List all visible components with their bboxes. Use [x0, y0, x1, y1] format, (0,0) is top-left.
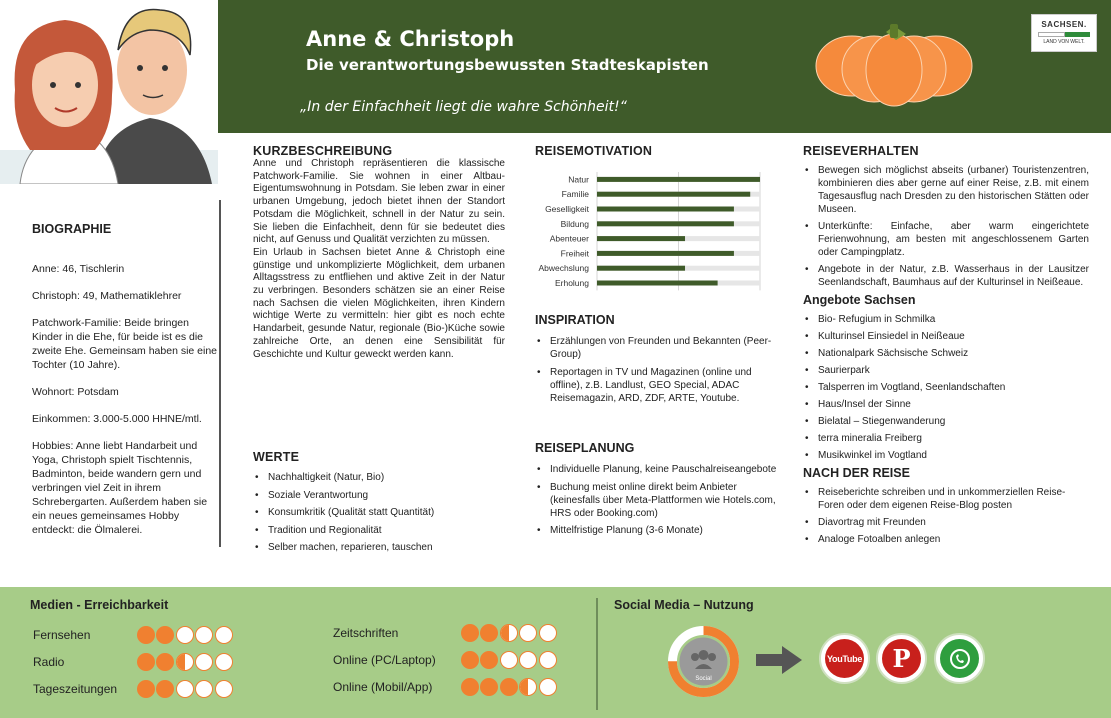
- social-media-title: Social Media – Nutzung: [614, 598, 754, 612]
- medien-title: Medien - Erreichbarkeit: [30, 598, 169, 612]
- rating-dot: [519, 651, 537, 669]
- rating-dot: [480, 678, 498, 696]
- kurzbeschreibung-section: [253, 144, 505, 361]
- rating-dot: [215, 680, 233, 698]
- list-item: • terra mineralia Freiberg: [803, 432, 1089, 445]
- nach-der-reise-title: NACH DER REISE: [803, 466, 910, 480]
- rating-dot: [461, 624, 479, 642]
- list-item: • Individuelle Planung, keine Pauschalreiseangebote: [535, 463, 780, 476]
- nach-der-reise-list: [803, 486, 1089, 546]
- inspiration-list: [535, 335, 780, 405]
- svg-text:Social: Social: [695, 676, 712, 682]
- arrow-right-icon: [756, 644, 804, 681]
- persona-subtitle: Die verantwortungsbewussten Stadteskapisten: [306, 56, 709, 74]
- medien-label: Online (Mobil/App): [333, 680, 433, 694]
- rating-dots: [461, 624, 558, 642]
- persona-portrait: [0, 0, 218, 184]
- pinterest-letter: P: [892, 644, 911, 673]
- list-item: • Buchung meist online direkt beim Anbieter (keinesfalls über Meta-Plattformen wie Hotels.com, HRS oder Booking.com): [535, 481, 780, 520]
- rating-dot: [461, 678, 479, 696]
- list-item: • Konsumkritik (Qualität statt Quantität): [253, 506, 505, 519]
- chart-bar: [597, 192, 750, 197]
- persona-name: Anne & Christoph: [306, 27, 515, 51]
- reisemotivation-chart: [515, 168, 775, 293]
- list-item: • Kulturinsel Einsiedel in Neißeaue: [803, 330, 1089, 343]
- rating-dot: [500, 651, 518, 669]
- rating-dot: [519, 678, 537, 696]
- reiseverhalten-section: [803, 144, 1089, 550]
- rating-dot: [156, 626, 174, 644]
- werte-title: WERTE: [253, 450, 300, 464]
- list-item: • Analoge Fotoalben anlegen: [803, 533, 1089, 546]
- chart-category-label: Abwechslung: [538, 263, 589, 274]
- chart-category-label: Geselligkeit: [545, 204, 589, 214]
- list-item: • Soziale Verantwortung: [253, 489, 505, 502]
- rating-dot: [539, 651, 557, 669]
- social-usage-donut: [667, 625, 740, 698]
- chart-bar: [597, 251, 734, 256]
- list-item: • Tradition und Regionalität: [253, 524, 505, 537]
- list-item: • Musikwinkel im Vogtland: [803, 449, 1089, 462]
- rating-dot: [137, 680, 155, 698]
- youtube-text: YouTube: [826, 653, 863, 664]
- chart-category-label: Abenteuer: [549, 233, 589, 244]
- rating-dot: [480, 651, 498, 669]
- angebote-list: [803, 313, 1089, 462]
- rating-dot: [156, 680, 174, 698]
- whatsapp-icon[interactable]: [934, 633, 985, 684]
- rating-dot: [215, 626, 233, 644]
- list-item: • Bielatal – Stiegenwanderung: [803, 415, 1089, 428]
- werte-section: [253, 450, 505, 559]
- list-item: • Mittelfristige Planung (3-6 Monate): [535, 524, 780, 537]
- chart-bar: [597, 236, 685, 241]
- medien-label: Tageszeitungen: [33, 682, 118, 696]
- bio-christoph: Christoph: 49, Mathematiklehrer: [32, 290, 182, 302]
- medien-label: Radio: [33, 655, 65, 669]
- rating-dot: [195, 653, 213, 671]
- rating-dot: [215, 653, 233, 671]
- rating-dot: [500, 624, 518, 642]
- bio-anne: Anne: 46, Tischlerin: [32, 263, 125, 275]
- list-item: • Selber machen, reparieren, tauschen: [253, 541, 505, 554]
- rating-dot: [480, 624, 498, 642]
- bio-divider: [219, 200, 221, 547]
- reiseverhalten-list: [803, 164, 1089, 289]
- phone-glyph-icon: [949, 648, 971, 670]
- reiseplanung-title: REISEPLANUNG: [535, 441, 635, 455]
- rating-dots: [137, 626, 234, 644]
- reisemotivation-title: REISEMOTIVATION: [535, 144, 653, 158]
- sachsen-logo: SACHSEN. LAND VON WELT.: [1031, 14, 1097, 52]
- list-item: • Talsperren im Vogtland, Seenlandschaften: [803, 381, 1089, 394]
- medien-label: Zeitschriften: [333, 626, 399, 640]
- list-item: • Reportagen in TV und Magazinen (online und offline), z.B. Landlust, GEO Special, ADAC Reisemagazin, ARD, ZDF, ARTE, Youtube.: [535, 366, 780, 405]
- persona-quote: „In der Einfachheit liegt die wahre Schönheit!“: [300, 99, 627, 115]
- bio-einkommen: Einkommen: 3.000-5.000 HHNE/mtl.: [32, 413, 202, 425]
- chart-bar: [597, 281, 718, 286]
- motivation-bar-chart: [515, 168, 775, 293]
- rating-dot: [176, 680, 194, 698]
- bio-hobbies: Hobbies: Anne liebt Handarbeit und Yoga, Christoph spielt Tischtennis, Badminton, beide wandern gern und verbringen viel Zeit in ihrem Schrebergarten. Außerdem haben sie ein neues gemeinsames Hobby entdeckt: die Ölmalerei.: [32, 440, 208, 536]
- list-item: • Diavortrag mit Freunden: [803, 516, 1089, 529]
- biographie-title: BIOGRAPHIE: [32, 222, 112, 236]
- rating-dot: [195, 680, 213, 698]
- list-item: • Unterkünfte: Einfache, aber warm eingerichtete Ferienwohnung, am besten mit angeschlossenem Garten oder Campingplatz.: [803, 220, 1089, 259]
- pumpkin-illustration: [814, 14, 974, 114]
- chart-bar: [597, 266, 685, 271]
- rating-dots: [137, 653, 234, 671]
- list-item: • Saurierpark: [803, 364, 1089, 377]
- footer-divider: [596, 598, 598, 710]
- medien-label: Online (PC/Laptop): [333, 653, 436, 667]
- rating-dot: [156, 653, 174, 671]
- chart-category-label: Natur: [568, 174, 589, 185]
- reiseplanung-section: [535, 441, 780, 542]
- angebote-title: Angebote Sachsen: [803, 293, 916, 307]
- list-item: • Haus/Insel der Sinne: [803, 398, 1089, 411]
- rating-dot: [137, 653, 155, 671]
- list-item: • Nachhaltigkeit (Natur, Bio): [253, 471, 505, 484]
- chart-category-label: Familie: [561, 189, 589, 200]
- rating-dot: [500, 678, 518, 696]
- youtube-icon[interactable]: [819, 633, 870, 684]
- rating-dots: [461, 678, 558, 696]
- chart-category-label: Freiheit: [560, 248, 589, 259]
- list-item: • Bio- Refugium in Schmilka: [803, 313, 1089, 326]
- rating-dot: [176, 653, 194, 671]
- rating-dots: [137, 680, 234, 698]
- rating-dots: [461, 651, 558, 669]
- werte-list: [253, 471, 505, 554]
- kurzbeschreibung-p1: Anne und Christoph repräsentieren die klassische Patchwork-Familie. Sie wohnen in einer Altbau-Eigentumswohnung in Potsdam. Sie leben zwar in einer urbanen Umgebung, jedoch bietet ihnen der Standort Potsdam die Möglichkeit, schnell in der Natur zu sein. Sie lieben die Einfachheit, denn für sie bedeutet dies nicht, auf Genuss und Qualität verzichten zu müssen.: [253, 158, 505, 246]
- kurzbeschreibung-p2: Ein Urlaub in Sachsen bietet Anne & Christoph eine günstige und unkomplizierte Möglichkeit, dem urbanen Alltagsstress zu entfliehen und aktive Zeit in der Natur zu verbringen. Besonders schätzen sie an einer Reise nach Sachsen die vielen Möglichkeiten, ihren Kindern wichtige Werte zu vermitteln: hier gibt es noch echte Handarbeit, gesunde Natur, regionale (Bio-)Küche sowie zahlreiche Orte, an denen eine Sensibilität für Geschichte und Kultur geweckt werden kann.: [253, 246, 505, 360]
- list-item: • Angebote in der Natur, z.B. Wasserhaus in der Lausitzer Seenlandschaft, Baumhaus auf der Kulturinsel in Neißeaue.: [803, 263, 1089, 289]
- list-item: • Erzählungen von Freunden und Bekannten (Peer-Group): [535, 335, 780, 361]
- inspiration-title: INSPIRATION: [535, 313, 615, 327]
- rating-dot: [519, 624, 537, 642]
- rating-dot: [195, 626, 213, 644]
- bio-familie: Patchwork-Familie: Beide bringen Kinder in die Ehe, für beide ist es die zweite Ehe. Gemeinsam haben sie eine Tochter (10 Jahre).: [32, 317, 218, 371]
- rating-dot: [461, 651, 479, 669]
- biographie-section: [32, 222, 220, 550]
- chart-category-label: Bildung: [560, 218, 589, 229]
- rating-dot: [539, 678, 557, 696]
- kurzbeschreibung-title: KURZBESCHREIBUNG: [253, 144, 393, 158]
- reisemotivation-section: [535, 144, 780, 158]
- bio-wohnort: Wohnort: Potsdam: [32, 386, 119, 398]
- list-item: • Reiseberichte schreiben und in unkommerziellen Reise-Foren oder dem eigenen Reise-Blog posten: [803, 486, 1089, 512]
- chart-category-label: Erholung: [554, 278, 589, 288]
- pinterest-icon[interactable]: [876, 633, 927, 684]
- rating-dot: [137, 626, 155, 644]
- list-item: • Bewegen sich möglichst abseits (urbaner) Touristenzentren, kombinieren dies aber gerne auf einer Reise, z.B. mit einem Tagesausflug nach Dresden zu den historischen Stätten oder Museen.: [803, 164, 1089, 216]
- chart-bar: [597, 221, 734, 226]
- rating-dot: [176, 626, 194, 644]
- chart-bar: [597, 207, 734, 212]
- chart-bar: [597, 177, 760, 182]
- medien-label: Fernsehen: [33, 628, 91, 642]
- reiseplanung-list: [535, 463, 780, 537]
- inspiration-section: [535, 313, 780, 409]
- rating-dot: [539, 624, 557, 642]
- list-item: • Nationalpark Sächsische Schweiz: [803, 347, 1089, 360]
- reiseverhalten-title: REISEVERHALTEN: [803, 144, 919, 158]
